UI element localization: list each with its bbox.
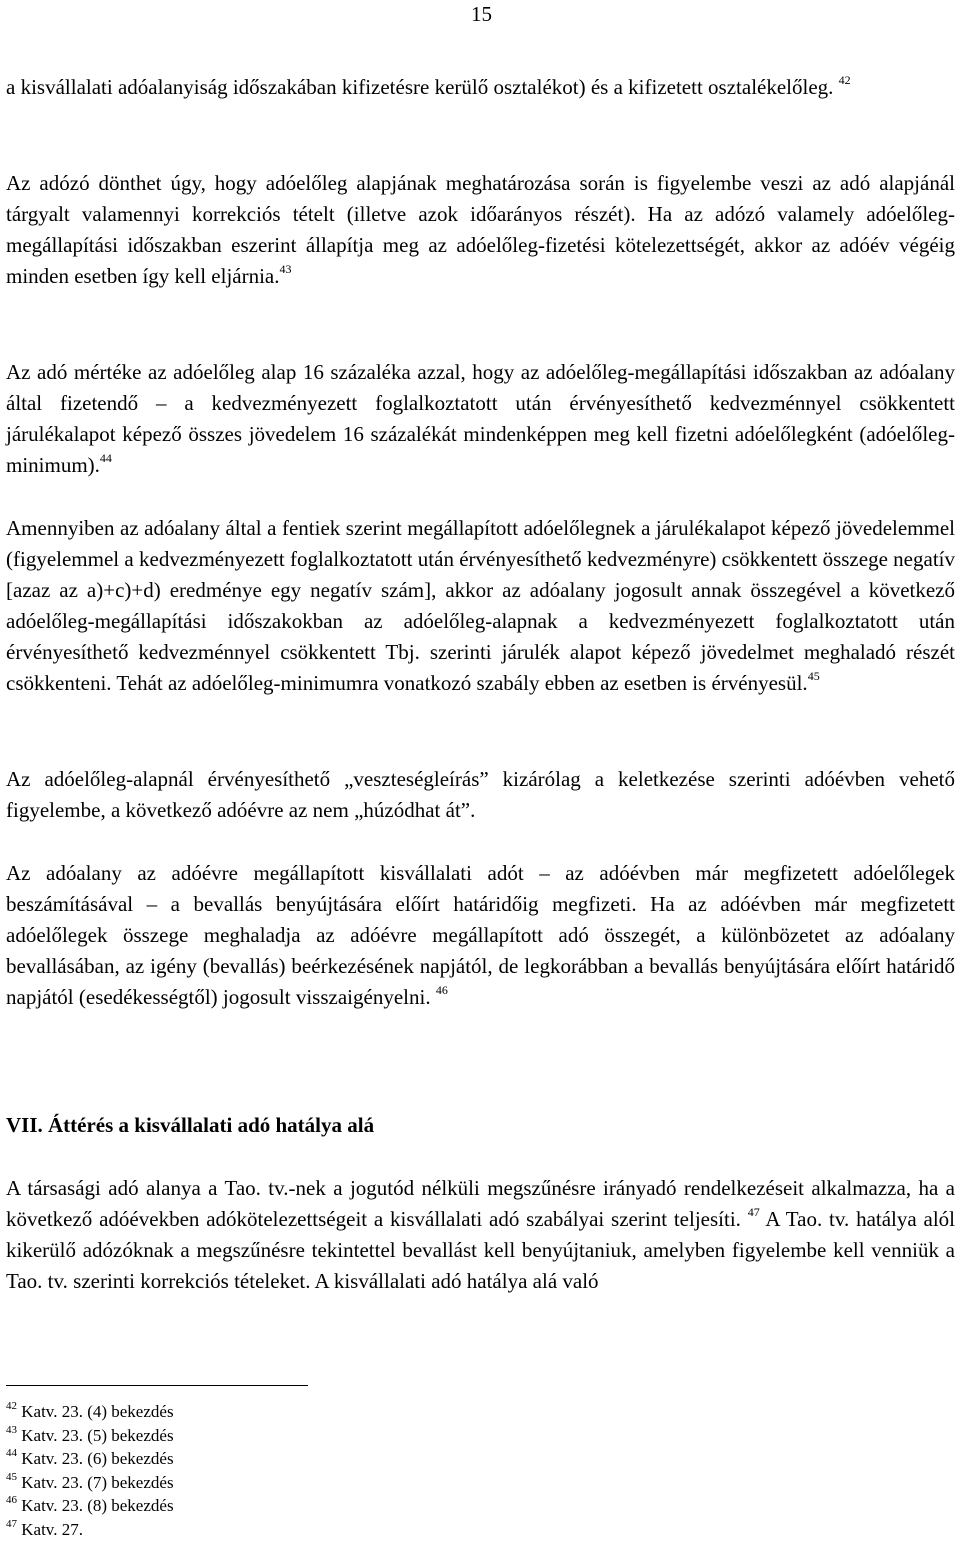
footnote-item	[6, 1471, 174, 1495]
paragraph-text: Amennyiben az adóalany által a fentiek szerint megállapított adóelőlegnek a járulékalapot képező jövedelemmel (figyelemmel a kedvezményezett foglalkoztatott után érvényesíthető kedvezményre) csökkentett összege negatív [azaz az a)+c)+d) eredménye egy negatív szám], akkor az adóalany jogosult annak összegével a következő adóelőleg-megállapítási időszakokban az adóelőleg-alapnak a kedvezményezett foglalkoztatott után érvényesíthető kedvezménnyel csökkentett Tbj. szerinti járulék alapot képező jövedelmet meghaladó részét csökkenteni. Tehát az adóelőleg-minimumra vonatkozó szabály ebben az esetben is érvényesül.	[6, 516, 955, 695]
footnote-text: Katv. 23. (5) bekezdés	[17, 1425, 174, 1445]
footnote-item	[6, 1424, 174, 1448]
footnote-number: 43	[6, 1423, 17, 1436]
paragraph-text: A Tao. tv. hatálya alól kikerülő adózóknak a megszűnésre tekintettel bevallást kell benyújtaniuk, amelyben figyelembe kell venniük a Tao. tv. szerinti korrekciós tételeket. A kisvállalati adó hatálya alá való	[6, 1207, 955, 1293]
footnote-item	[6, 1494, 174, 1518]
footnote-number: 46	[6, 1494, 17, 1506]
paragraph-5	[6, 764, 955, 826]
footnote-number: 44	[6, 1447, 17, 1459]
footnote-item	[6, 1518, 174, 1542]
paragraph-6	[6, 858, 955, 1013]
footnote-text: Katv. 27.	[17, 1519, 83, 1539]
page-number: 15	[471, 2, 492, 26]
footnote-text: Katv. 23. (4) bekezdés	[17, 1402, 174, 1421]
paragraph-7	[6, 1173, 955, 1297]
section-heading: VII. Áttérés a kisvállalati adó hatálya alá	[6, 1113, 375, 1137]
footnote-reference[interactable]: 47	[747, 1205, 760, 1219]
footnote-separator	[6, 1385, 308, 1386]
footnote-number: 47	[6, 1517, 17, 1530]
footnote-number: 45	[6, 1470, 17, 1483]
footnote-reference[interactable]: 44	[99, 451, 112, 465]
paragraph-text: a kisvállalati adóalanyiság időszakában kifizetésre kerülő osztalékot) és a kifizetett osztalékelőleg.	[6, 75, 839, 99]
paragraph-1	[6, 72, 955, 103]
footnote-item	[6, 1400, 174, 1424]
footnote-text: Katv. 23. (6) bekezdés	[17, 1449, 174, 1468]
paragraph-text: Az adóalany az adóévre megállapított kisvállalati adót – az adóévben már megfizetett adóelőlegek beszámításával – a bevallás benyújtására előírt határidőig megfizeti. Ha az adóévben már megfizetett adóelőlegek összege meghaladja az adóévre megállapított adó összegét, a különbözetet az adóalany bevallásában, az igény (bevallás) beérkezésének napjától, de legkorábban a bevallás benyújtására előírt határidő napjától (esedékességtől) jogosult visszaigényelni.	[6, 861, 955, 1009]
footnote-number: 42	[6, 1400, 17, 1412]
footnote-reference[interactable]: 42	[838, 73, 851, 87]
paragraph-2	[6, 168, 955, 292]
paragraph-3	[6, 357, 955, 481]
footnote-reference[interactable]: 46	[435, 983, 448, 997]
footnote-text: Katv. 23. (7) bekezdés	[17, 1472, 174, 1492]
paragraph-text: A társasági adó alanya a Tao. tv.-nek a jogutód nélküli megszűnésre irányadó rendelkezéseit alkalmazza, ha a következő adóévekben adókötelezettségeit a kisvállalati adó szabályai szerint teljesíti.	[6, 1176, 955, 1231]
footnote-item	[6, 1447, 174, 1471]
paragraph-text: Az adóelőleg-alapnál érvényesíthető „veszteségleírás” kizárólag a keletkezése szerinti adóévben vehető figyelembe, a következő adóévre az nem „húzódhat át”.	[6, 767, 955, 822]
footnote-text: Katv. 23. (8) bekezdés	[17, 1496, 174, 1515]
footnote-reference[interactable]: 45	[807, 669, 820, 683]
paragraph-text: Az adózó dönthet úgy, hogy adóelőleg alapjának meghatározása során is figyelembe veszi az adó alapjánál tárgyalt valamennyi korrekciós tételt (illetve azok időarányos részét). Ha az adózó valamely adóelőleg-megállapítási időszakban eszerint állapítja meg az adóelőleg-fizetési kötelezettségét, akkor az adóév végéig minden esetben így kell eljárnia.	[6, 171, 955, 288]
paragraph-4	[6, 513, 955, 699]
footnote-reference[interactable]: 43	[279, 262, 292, 276]
paragraph-text: Az adó mértéke az adóelőleg alap 16 százaléka azzal, hogy az adóelőleg-megállapítási időszakban az adóalany által fizetendő – a kedvezményezett foglalkoztatott után érvényesíthető kedvezménnyel csökkentett járulékalapot képező összes jövedelem 16 százalékát mindenképpen meg kell fizetni adóelőlegként (adóelőleg-minimum).	[6, 360, 955, 477]
footnote-list	[6, 1400, 174, 1541]
